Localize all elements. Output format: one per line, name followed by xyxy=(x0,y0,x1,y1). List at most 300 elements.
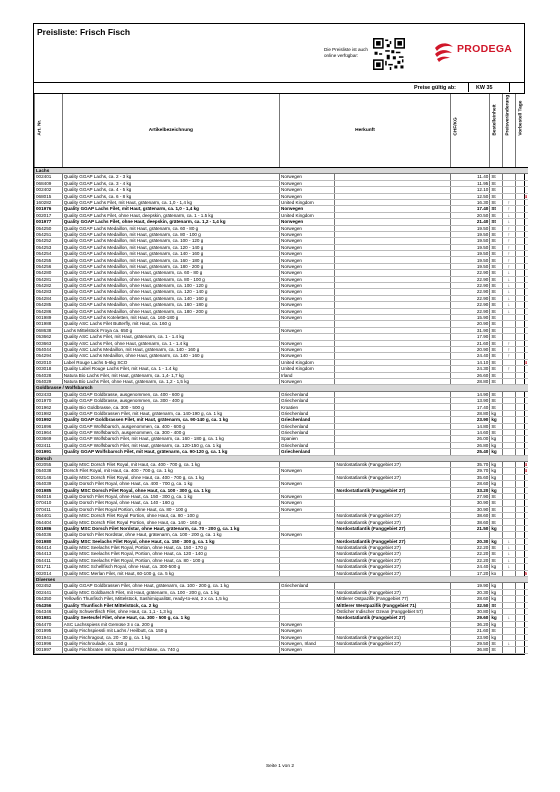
order-unit: kg xyxy=(490,468,503,474)
item-description: Quality MSC Seelachs Filet Royal, Portion, ohne Haut, ca. 80 - 100 g xyxy=(62,557,279,563)
art-number: 002017 xyxy=(35,212,63,218)
item-description: Quality Dorsch Filet Royal, ohne Haut, ca. 150 - 300 g, ca. 1 kg xyxy=(62,493,279,499)
item-description: Quality GGAP Lachs Medaillon, mit Haut, grätenarm, ca. 80 - 100 g xyxy=(62,231,279,237)
item-description: Quality Schwertfisch Filet, ohne Haut, ca. 1,1 - 1,3 kg xyxy=(62,608,279,614)
item-description: Quality GGAP Lachs Medaillon, ohne Haut, grätenarm, ca. 160 - 180 g xyxy=(62,302,279,308)
arrow-up-icon: ↑ xyxy=(503,225,516,231)
origin-country: Norwegen xyxy=(280,481,335,487)
art-number: 054294 xyxy=(35,353,63,359)
order-unit: kg xyxy=(490,474,503,480)
item-description: Quality GGAP Lachs Medaillon, ohne Haut, grätenarm, ca. 140 - 160 g xyxy=(62,295,279,301)
item-description: Quality GGAP Lachs, ca. 4 - 5 kg xyxy=(62,187,279,193)
item-description: Quality GGAP Lachs, ca. 3 - 4 kg xyxy=(62,180,279,186)
arrow-up-icon: ↑ xyxy=(503,238,516,244)
art-number: 054401 xyxy=(35,513,63,519)
origin-country: Griechenland xyxy=(280,430,335,436)
order-unit: St xyxy=(490,359,503,365)
order-unit: kg xyxy=(490,621,503,627)
origin-country: Norwegen xyxy=(280,295,335,301)
order-unit: St xyxy=(490,308,503,314)
art-number: 003669 xyxy=(35,436,63,442)
fishing-area: Nordostatlantik (Fanggebiet 27) xyxy=(335,615,451,621)
origin-country: Norwegen xyxy=(280,532,335,538)
order-unit: St xyxy=(490,212,503,218)
order-unit: kg xyxy=(490,417,503,423)
origin-country: Norwegen xyxy=(280,257,335,263)
lead-days: 4 xyxy=(515,468,528,474)
art-number: 001962 xyxy=(35,404,63,410)
item-description: Quality GGAP Wolfsbarsch Filet, mit Haut, grätenarm, ca. 160 - 180 g, ca. 1 kg xyxy=(62,436,279,442)
arrow-down-icon: ↓ xyxy=(503,564,516,570)
origin-country: Griechenland xyxy=(280,417,335,423)
art-number: 002411 xyxy=(35,442,63,448)
price-chf-kg: 30.80 xyxy=(451,608,490,614)
art-number: 001989 xyxy=(35,314,63,320)
origin-country: Norwegen xyxy=(280,302,335,308)
order-unit: St xyxy=(490,513,503,519)
order-unit: St xyxy=(490,289,503,295)
brand-name: PRODEGA xyxy=(457,43,513,55)
art-number: 054411 xyxy=(35,557,63,563)
art-number: 054252 xyxy=(35,238,63,244)
item-description: Quality GGAP Lachs Medaillon, ohne Haut, grätenarm, ca. 120 - 140 g xyxy=(62,289,279,295)
order-unit: kg xyxy=(490,481,503,487)
item-description: Quality MSC Seelachs Filet Royal, Portion, ohne Haut, ca. 150 - 170 g xyxy=(62,545,279,551)
price-chf-kg: 20.30 xyxy=(451,589,490,595)
order-unit: St xyxy=(490,346,503,352)
arrow-down-icon: ↓ xyxy=(503,295,516,301)
origin-country: Griechenland xyxy=(280,442,335,448)
arrow-down-icon: ↓ xyxy=(503,551,516,557)
art-number: 003018 xyxy=(35,366,63,372)
order-unit: kg xyxy=(490,436,503,442)
price-chf-kg: 16.30 xyxy=(451,199,490,205)
price-chf-kg: 20.90 xyxy=(451,321,490,327)
price-chf-kg: 23.90 xyxy=(451,634,490,640)
origin-country: United Kingdom xyxy=(280,199,335,205)
col-header-unit: Bestelleinheit xyxy=(490,94,503,168)
price-chf-kg: 27.90 xyxy=(451,493,490,499)
order-unit: St xyxy=(490,244,503,250)
item-description: Quality GGAP Wolfsbarsch Filet, mit Haut, grätenarm, ca. 90-120 g, ca. 1 kg xyxy=(62,449,279,455)
fishing-area: Nordostatlantik (Fanggebiet 27) xyxy=(335,461,451,467)
order-unit: St xyxy=(490,557,503,563)
order-unit: St xyxy=(490,251,503,257)
art-number: 001991 xyxy=(35,449,63,455)
arrow-down-icon: ↓ xyxy=(503,219,516,225)
origin-country: Norwegen xyxy=(280,219,335,225)
order-unit: St xyxy=(490,327,503,333)
item-description: Quality Seeteufel Filet, ohne Haut, ca. 300 - 500 g, ca. 1 kg xyxy=(62,615,279,621)
art-number: 054356 xyxy=(35,602,63,608)
item-description: Quality Fischroulade, ca. 150 g xyxy=(62,640,279,646)
item-description: Quality GGAP Lachs Medaillon, ohne Haut, grätenarm, ca. 180 - 200 g xyxy=(62,308,279,314)
fishing-area: Östlicher Indischer Ozean (Fanggebiet 57) xyxy=(335,608,451,614)
price-chf-kg: 24.40 xyxy=(451,564,490,570)
art-number: 053662 xyxy=(35,334,63,340)
order-unit: kg xyxy=(490,487,503,493)
origin-country: Norwegen xyxy=(280,500,335,506)
item-description: Quality GGAP Goldbrassen Filet, mit Haut, grätenarm, ca. 90-140 g, ca. 1 kg xyxy=(62,417,279,423)
art-number: 001996 xyxy=(35,640,63,646)
item-description: Quality Fischragout, ca. 20 - 30 g, ca. 1 kg xyxy=(62,634,279,640)
fishing-area: Nordostatlantik (Fanggebiet 27) xyxy=(335,474,451,480)
art-number: 054404 xyxy=(35,519,63,525)
origin-country: Norwegen xyxy=(280,327,335,333)
price-chf-kg: 14.10 xyxy=(451,359,490,365)
order-unit: St xyxy=(490,193,503,199)
order-unit: St xyxy=(490,640,503,646)
origin-country: Norwegen xyxy=(280,270,335,276)
origin-country: Norwegen xyxy=(280,468,335,474)
price-chf-kg: 12.10 xyxy=(451,187,490,193)
order-unit: St xyxy=(490,219,503,225)
origin-country: Norwegen xyxy=(280,647,335,653)
art-number: 054281 xyxy=(35,276,63,282)
origin-country: Norwegen xyxy=(280,346,335,352)
arrow-down-icon: ↓ xyxy=(503,302,516,308)
art-number: 054250 xyxy=(35,225,63,231)
item-description: Quality ASC Lachs Filet, ohne Haut, grätenarm, ca. 1 - 1.4 kg xyxy=(62,340,279,346)
order-unit: St xyxy=(490,353,503,359)
fishing-area: Nordostatlantik (Fanggebiet 27) xyxy=(335,640,451,646)
item-description: Quality MSC Dorsch Filet Royal, ohne Haut, ca. 100 - 300 g, ca. 1 kg xyxy=(62,487,279,493)
arrow-down-icon: ↓ xyxy=(503,538,516,544)
arrow-up-icon: ↑ xyxy=(503,251,516,257)
art-number: 001896 xyxy=(35,423,63,429)
fishing-area: Nordostatlantik (Fanggebiet 27) xyxy=(335,519,451,525)
order-unit: St xyxy=(490,602,503,608)
art-number: 002441 xyxy=(35,589,63,595)
item-description: Quality GGAP Lachs Filet, ohne Haut, deepskin, grätenarm, ca. 1 - 1.5 kg xyxy=(62,212,279,218)
origin-country: Griechenland xyxy=(280,449,335,455)
price-chf-kg: 19.50 xyxy=(451,251,490,257)
origin-country: Norwegen, Irland xyxy=(280,640,335,646)
order-unit: St xyxy=(490,276,503,282)
origin-country: Norwegen xyxy=(280,628,335,634)
art-number: 054470 xyxy=(35,621,63,627)
item-description: Quality MSC Goldbarsch Filet, mit Haut, grätenarm, ca. 100 - 200 g, ca. 1 kg xyxy=(62,589,279,595)
item-description: Quality Fischbraten mit Spinat und Frischkäse, ca. 740 g xyxy=(62,647,279,653)
order-unit: St xyxy=(490,283,503,289)
origin-country: United Kingdom xyxy=(280,366,335,372)
fishing-area: Nordostatlantik (Fanggebiet 27) xyxy=(335,545,451,551)
origin-country: Griechenland xyxy=(280,398,335,404)
item-description: Quality GGAP Lachs Filet, mit Haut, grätenarm, ca. 1,0 - 1,4 kg xyxy=(62,199,279,205)
price-chf-kg: 22.90 xyxy=(451,302,490,308)
price-chf-kg: 28.80 xyxy=(451,378,490,384)
order-unit: St xyxy=(490,174,503,180)
fishing-area: Nordostatlantik (Fanggebiet 27) xyxy=(335,570,451,576)
origin-country: Spanien xyxy=(280,436,335,442)
price-chf-kg: 29.60 xyxy=(451,615,490,621)
item-description: Quality Dorsch Filet Royal Portion, ohne Haut, ca. 80 - 100 g xyxy=(62,506,279,512)
item-description: Quality MSC Schellfisch Royal, ohne Haut, ca. 300-500 g xyxy=(62,564,279,570)
origin-country: Norwegen xyxy=(280,180,335,186)
item-description: Yellowfin Thunfisch Filet, Mittelstück, Sashimiqualität, ready-to-eat, 2 x ca. 1,5 kg xyxy=(62,596,279,602)
price-chf-kg: 14.90 xyxy=(451,391,490,397)
lead-days: 5 xyxy=(515,570,528,576)
order-unit: St xyxy=(490,545,503,551)
item-description: Lachs Mittelstück Froya ca. 650 g xyxy=(62,327,279,333)
order-unit: St xyxy=(490,500,503,506)
price-chf-kg: 22.20 xyxy=(451,551,490,557)
arrow-down-icon: ↓ xyxy=(503,615,516,621)
table-row xyxy=(35,647,529,653)
section-title: Lachs xyxy=(35,168,529,174)
order-unit: St xyxy=(490,366,503,372)
item-description: Quality Bio Goldbrasse, ca. 300 - 500 g xyxy=(62,404,279,410)
origin-country: Norwegen xyxy=(280,244,335,250)
origin-country: Norwegen xyxy=(280,289,335,295)
price-chf-kg: 22.90 xyxy=(451,283,490,289)
art-number: 001985 xyxy=(35,487,63,493)
arrow-down-icon: ↓ xyxy=(503,270,516,276)
item-description: Quality GGAP Lachs Medaillon, mit Haut, grätenarm, ca. 100 - 120 g xyxy=(62,238,279,244)
art-number: 002055 xyxy=(35,461,63,467)
arrow-up-icon: ↑ xyxy=(503,206,516,212)
origin-country: United Kingdom xyxy=(280,359,335,365)
item-description: Quality GGAP Lachs Medaillon, mit Haut, grätenarm, ca. 140 - 160 g xyxy=(62,251,279,257)
origin-country: United Kingdom xyxy=(280,212,335,218)
arrow-up-icon: ↑ xyxy=(503,257,516,263)
item-description: Quality GGAP Lachs Filet, ohne Haut, deepskin, grätenarm, ca. 1,2 - 1,4 kg xyxy=(62,219,279,225)
item-description: Quality GGAP Wolfsbarsch, ausgenommen, ca. 400 - 600 g xyxy=(62,423,279,429)
order-unit: St xyxy=(490,519,503,525)
item-description: Quality MSC Dorsch Filet Royal Portion, ohne Haut, ca. 140 - 160 g xyxy=(62,519,279,525)
order-unit: St xyxy=(490,206,503,212)
art-number: 001964 xyxy=(35,430,63,436)
art-number: 054350 xyxy=(35,596,63,602)
fishing-area xyxy=(335,647,451,653)
item-description: Quality Dorsch Filet Royal, ohne Haut, ca. 140 - 160 g xyxy=(62,500,279,506)
origin-country: Norwegen xyxy=(280,251,335,257)
price-chf-kg: 21.60 xyxy=(451,628,490,634)
art-number: 054282 xyxy=(35,283,63,289)
order-unit: St xyxy=(490,372,503,378)
origin-country: Griechenland xyxy=(280,423,335,429)
qr-code-icon[interactable] xyxy=(373,38,405,70)
art-number: 068638 xyxy=(35,327,63,333)
arrow-up-icon: ↑ xyxy=(503,199,516,205)
arrow-down-icon: ↓ xyxy=(503,545,516,551)
arrow-up-icon: ↑ xyxy=(503,263,516,269)
fishing-area: Nordostatlantik (Fanggebiet 27) xyxy=(335,487,451,493)
order-unit: St xyxy=(490,270,503,276)
order-unit: St xyxy=(490,295,503,301)
art-number: 054029 xyxy=(35,378,63,384)
item-description: Quality Thunfisch Filet Mittelstück, ca. 2 kg xyxy=(62,602,279,608)
price-chf-kg: 22.20 xyxy=(451,545,490,551)
origin-country: Norwegen xyxy=(280,206,335,212)
item-description: Dorsch Filet Royal, mit Haut, ca. 400 - 700 g, ca. 1 kg xyxy=(62,468,279,474)
origin-country: Norwegen xyxy=(280,308,335,314)
price-chf-kg: 26.60 xyxy=(451,372,490,378)
validity-bar xyxy=(33,83,525,94)
section-title: Diverses xyxy=(35,577,529,583)
price-chf-kg: 20.90 xyxy=(451,346,490,352)
order-unit: St xyxy=(490,404,503,410)
item-description: Quality GGAP Goldbrassen Filet, mit Haut, grätenarm, ca. 140-190 g, ca. 1 kg xyxy=(62,410,279,416)
price-table xyxy=(34,94,528,654)
order-unit: kg xyxy=(490,449,503,455)
price-chf-kg: 38.60 xyxy=(451,519,490,525)
order-unit: St xyxy=(490,199,503,205)
fishing-area: Nordostatlantik (Fanggebiet 21) xyxy=(335,634,451,640)
price-chf-kg: 20.50 xyxy=(451,212,490,218)
art-number: 002146 xyxy=(35,474,63,480)
origin-country: Norwegen xyxy=(280,314,335,320)
order-unit: St xyxy=(490,238,503,244)
item-description: Quality Dorsch Filet Royal, ohne Haut, ca. 400 - 700 g, ca. 1 kg xyxy=(62,481,279,487)
art-number: 002452 xyxy=(35,583,63,589)
order-unit: St xyxy=(490,257,503,263)
order-unit: St xyxy=(490,423,503,429)
price-chf-kg: 11.40 xyxy=(451,174,490,180)
price-chf-kg: 30.90 xyxy=(451,500,490,506)
art-number: 002014 xyxy=(35,570,63,576)
price-chf-kg: 17.40 xyxy=(451,206,490,212)
art-number: 054346 xyxy=(35,608,63,614)
item-description: ASC Lachsspiess mit Gemüse 3 x ca. 200 g xyxy=(62,621,279,627)
price-chf-kg: 17.40 xyxy=(451,404,490,410)
fishing-area: Mittlerer Ostpazifik (Fanggebiet 77) xyxy=(335,596,451,602)
art-number: 001711 xyxy=(35,564,63,570)
art-number: 001995 xyxy=(35,628,63,634)
item-description: Quality MSC Merlan Filet, mit Haut, 60-100 g, ca. 5 kg xyxy=(62,570,279,576)
art-number: 160282 xyxy=(35,199,63,205)
price-chf-kg: 19.50 xyxy=(451,238,490,244)
header xyxy=(33,23,525,83)
price-chf-kg: 32.50 xyxy=(451,602,490,608)
order-unit: St xyxy=(490,506,503,512)
order-unit: St xyxy=(490,430,503,436)
art-number: 001988 xyxy=(35,321,63,327)
item-description: Quality Fischspiessli mit Lachs / Heilbutt, ca. 150 g xyxy=(62,628,279,634)
art-number: 001970 xyxy=(35,398,63,404)
item-description: Quality MSC Seelachs Filet Royal, Portion, ohne Haut, ca. 120 - 140 g xyxy=(62,551,279,557)
origin-country: Norwegen xyxy=(280,378,335,384)
price-chf-kg: 22.90 xyxy=(451,295,490,301)
art-number: 002010 xyxy=(35,359,63,365)
price-chf-kg: 25.40 xyxy=(451,449,490,455)
art-number: 054414 xyxy=(35,545,63,551)
order-unit: St xyxy=(490,551,503,557)
item-description: Quality MSC Dorsch Filet Nordstar, ohne Haut, grätenarm, ca. 70 - 200 g, ca. 1 kg xyxy=(62,525,279,531)
item-description: Quality GGAP Lachs Medaillon, mit Haut, grätenarm, ca. 180 - 200 g xyxy=(62,263,279,269)
art-number: 001980 xyxy=(35,538,63,544)
arrow-down-icon: ↓ xyxy=(503,557,516,563)
art-number: 001986 xyxy=(35,525,63,531)
item-description: Quality GGAP Goldbrasse, ausgenommen, ca. 400 - 600 g xyxy=(62,391,279,397)
art-number: 001981 xyxy=(35,615,63,621)
origin-country: Griechenland xyxy=(280,410,335,416)
item-description: Quality GGAP Lachs, ca. 2 - 3 kg xyxy=(62,174,279,180)
item-description: Natura Bio Lachs Filet, mit Haut, grätenarm, ca. 1,4- 1,7 kg xyxy=(62,372,279,378)
price-chf-kg: 22.90 xyxy=(451,308,490,314)
price-list-sheet xyxy=(33,23,525,655)
price-chf-kg: 19.90 xyxy=(451,583,490,589)
item-description: Quality GGAP Lachs Medaillon, ohne Haut, grätenarm, ca. 60 - 80 g xyxy=(62,270,279,276)
art-number: 054016 xyxy=(35,493,63,499)
item-description: Quality GGAP Lachs Koteletten, mit Haut, ca. 160-180 g xyxy=(62,314,279,320)
origin-country: Norwegen xyxy=(280,193,335,199)
fishing-area: Nordostatlantik (Fanggebiet 27) xyxy=(335,525,451,531)
price-chf-kg: 13.90 xyxy=(451,398,490,404)
order-unit: St xyxy=(490,378,503,384)
page-title: Preisliste: Frisch Fisch xyxy=(37,27,131,37)
price-chf-kg: 14.60 xyxy=(451,430,490,436)
price-chf-kg: 28.60 xyxy=(451,481,490,487)
art-number: 003663 xyxy=(35,340,63,346)
price-chf-kg: 36.20 xyxy=(451,621,490,627)
art-number: 001977 xyxy=(35,219,63,225)
price-chf-kg: 29.70 xyxy=(451,468,490,474)
item-description: Quality GGAP Goldbrasse, ausgenommen, ca. 300 - 400 g xyxy=(62,398,279,404)
fishing-area: Nordostatlantik (Fanggebiet 27) xyxy=(335,557,451,563)
origin-country: Norwegen xyxy=(280,187,335,193)
order-unit: St xyxy=(490,628,503,634)
origin-country: Norwegen xyxy=(280,634,335,640)
art-number: 054286 xyxy=(35,308,63,314)
art-number: 054255 xyxy=(35,257,63,263)
col-header-desc: Artikelbezeichnung xyxy=(62,94,279,168)
price-chf-kg: 36.80 xyxy=(451,647,490,653)
origin-country: Norwegen xyxy=(280,493,335,499)
price-chf-kg: 22.90 xyxy=(451,289,490,295)
item-description: Quality GGAP Lachs Medaillon, mit Haut, grätenarm, ca. 120 - 140 g xyxy=(62,244,279,250)
origin-country: Irland xyxy=(280,372,335,378)
price-chf-kg: 11.95 xyxy=(451,180,490,186)
item-description: Quality GGAP Wolfsbarsch, ausgenommen, ca. 300 - 400 g xyxy=(62,430,279,436)
price-chf-kg: 21.50 xyxy=(451,525,490,531)
fishing-area: Nordostatlantik (Fanggebiet 27) xyxy=(335,513,451,519)
col-header-price: CHF/KG xyxy=(451,94,490,168)
art-number: 054254 xyxy=(35,251,63,257)
order-unit: kg xyxy=(490,634,503,640)
price-chf-kg: 33.20 xyxy=(451,487,490,493)
art-number: 054039 xyxy=(35,481,63,487)
origin-country: Kroatien xyxy=(280,404,335,410)
origin-country: Norwegen xyxy=(280,353,335,359)
item-description: Quality GGAP Lachs Medaillon, ohne Haut, grätenarm, ca. 80 - 100 g xyxy=(62,276,279,282)
arrow-up-icon: ↑ xyxy=(503,231,516,237)
price-chf-kg: 26.00 xyxy=(451,436,490,442)
price-chf-kg: 12.50 xyxy=(451,193,490,199)
section-title: Dorsch xyxy=(35,455,529,461)
origin-country: Norwegen xyxy=(280,231,335,237)
arrow-down-icon: ↓ xyxy=(503,640,516,646)
lead-days: 4 xyxy=(515,461,528,467)
price-chf-kg: 17.20 xyxy=(451,570,490,576)
validity-label: Preise gültig ab: xyxy=(414,85,456,91)
col-header-change: Preisveränderung xyxy=(503,94,516,168)
art-number: 001982 xyxy=(35,410,63,416)
order-unit: ko xyxy=(490,570,503,576)
price-chf-kg: 28.60 xyxy=(451,596,490,602)
order-unit: St xyxy=(490,263,503,269)
item-description: Quality Dorsch Filet Nordstar, ohne Haut, grätenarm, ca. 100 - 200 g, ca. 1 kg xyxy=(62,532,279,538)
price-chf-kg: 30.90 xyxy=(451,506,490,512)
price-chf-kg: 31.90 xyxy=(451,327,490,333)
price-chf-kg: 29.50 xyxy=(451,640,490,646)
order-unit: St xyxy=(490,321,503,327)
fishing-area: Nordostatlantik (Fanggebiet 27) xyxy=(335,538,451,544)
arrow-up-icon: ↑ xyxy=(503,366,516,372)
order-unit: St xyxy=(490,231,503,237)
order-unit: St xyxy=(490,340,503,346)
origin-country: Norwegen xyxy=(280,263,335,269)
